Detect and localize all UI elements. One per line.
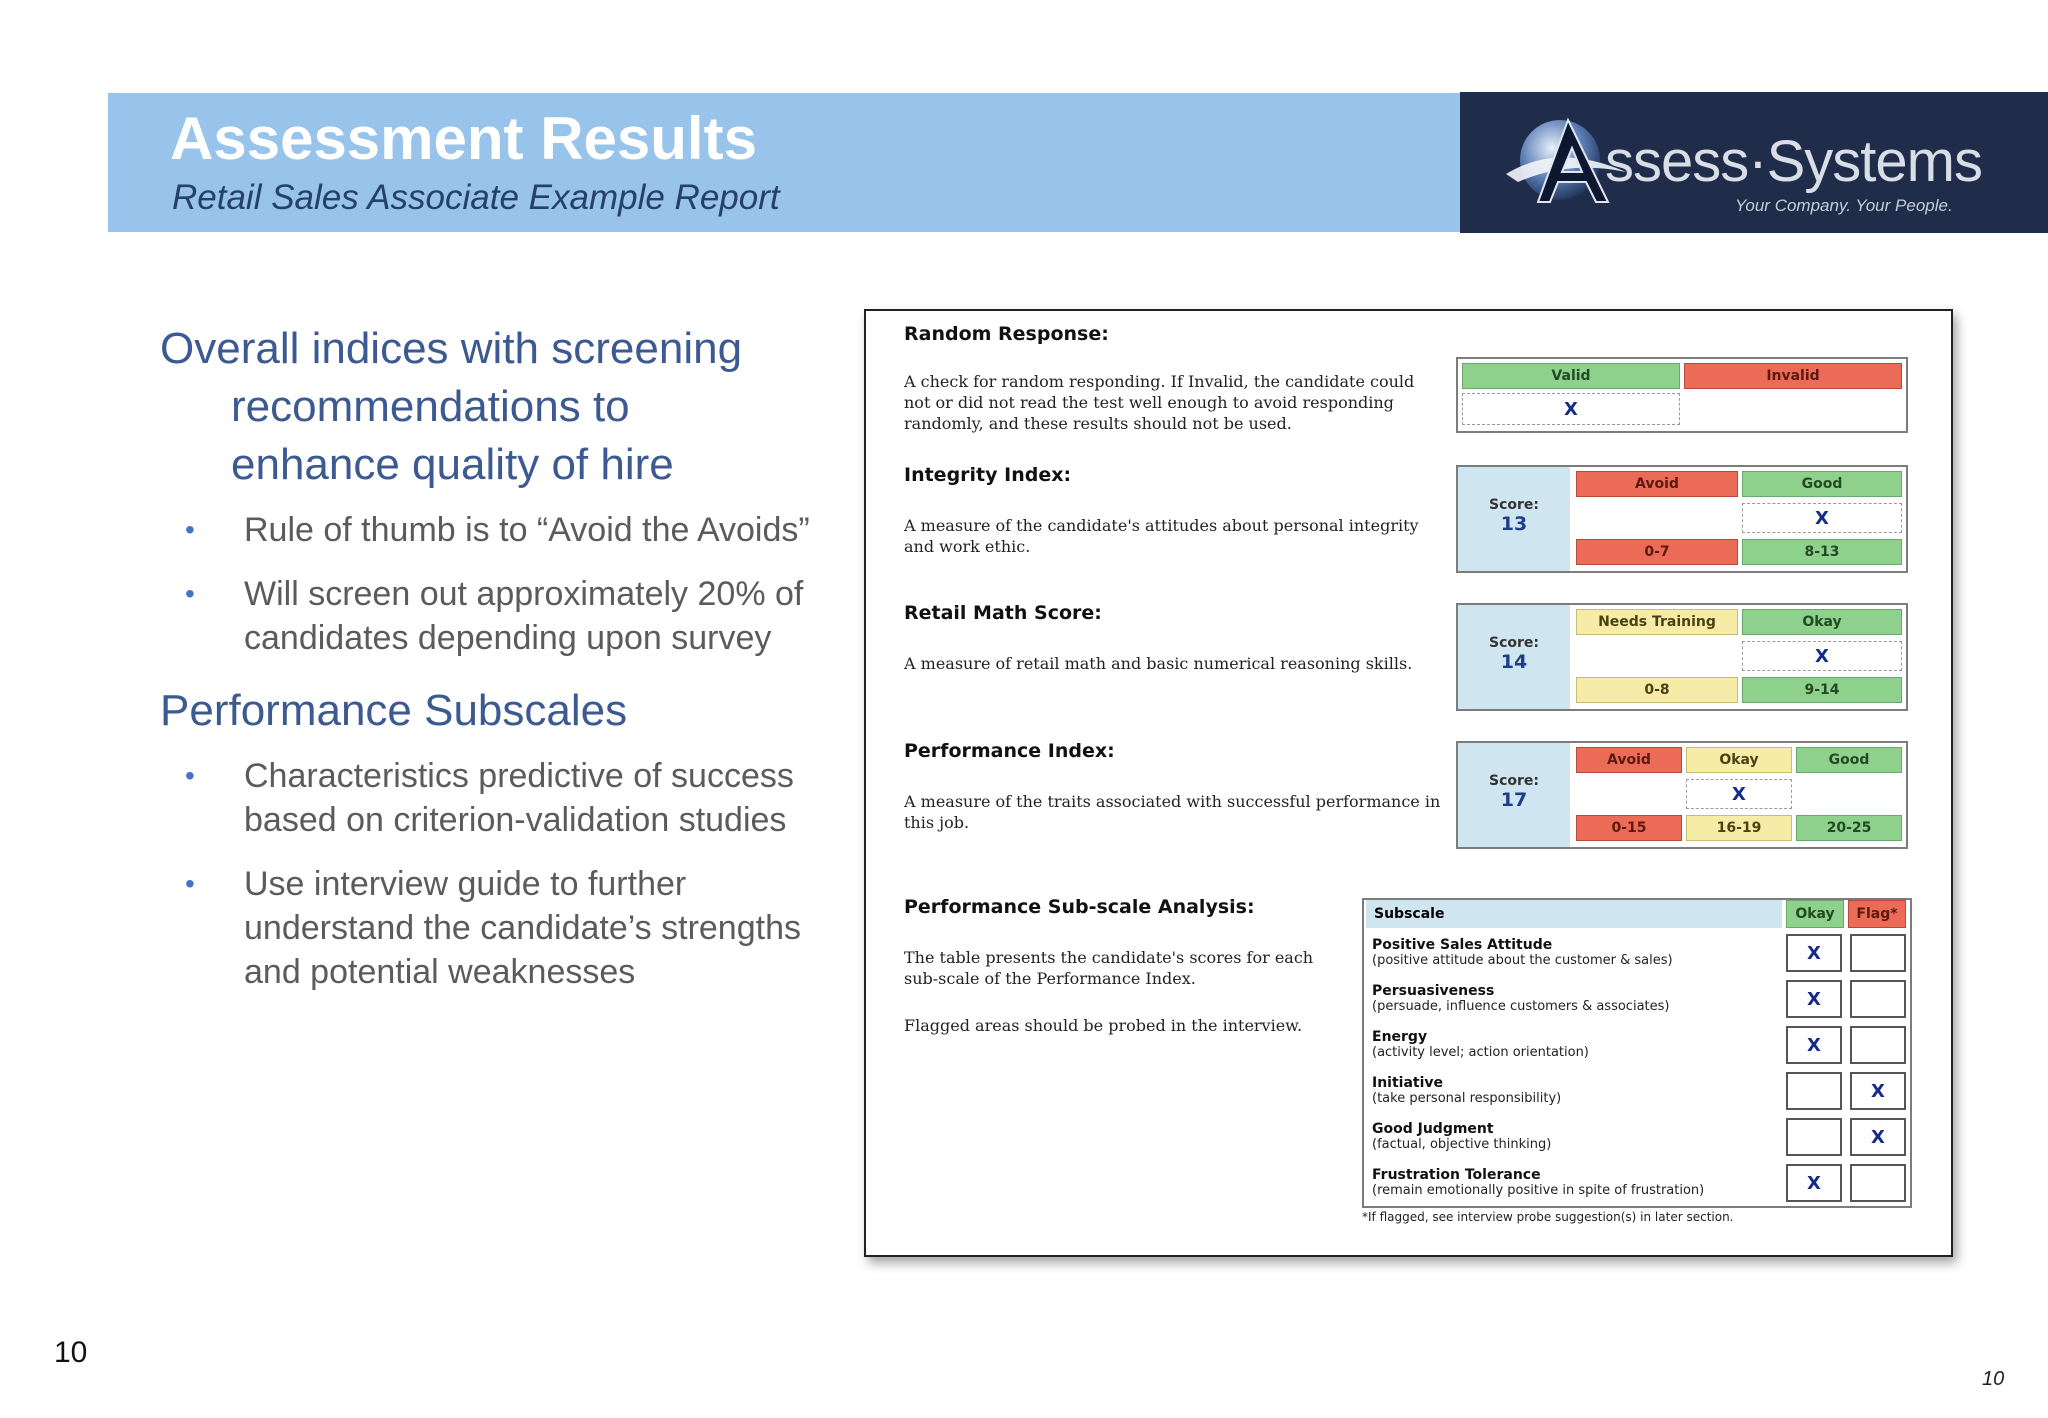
bullet-dot-icon: • bbox=[185, 514, 195, 545]
performance-title: Performance Index: bbox=[904, 740, 1115, 762]
integrity-score: Score: 13 bbox=[1458, 467, 1570, 571]
subscales-heading: Performance Subscales bbox=[160, 686, 628, 735]
math-range-needs-training: 0-8 bbox=[1576, 677, 1738, 703]
okay-cell: X bbox=[1786, 1026, 1842, 1064]
math-title: Retail Math Score: bbox=[904, 602, 1102, 624]
math-box bbox=[1456, 603, 1908, 711]
performance-cat-good: Good bbox=[1796, 747, 1902, 773]
performance-mark-cell: X bbox=[1686, 779, 1792, 809]
page-subtitle: Retail Sales Associate Example Report bbox=[172, 178, 780, 217]
performance-range-avoid: 0-15 bbox=[1576, 815, 1682, 841]
page-number-footer: 10 bbox=[1982, 1368, 2005, 1390]
page-title: Assessment Results bbox=[170, 105, 757, 172]
math-cat-okay: Okay bbox=[1742, 609, 1902, 635]
integrity-range-good: 8-13 bbox=[1742, 539, 1902, 565]
valid-label: Valid bbox=[1462, 363, 1680, 389]
flag-cell bbox=[1850, 1026, 1906, 1064]
bullet-item: • Will screen out approximately 20% of candidates depending upon survey bbox=[160, 572, 810, 660]
subscale-desc-flagged: Flagged areas should be probed in the interview. bbox=[904, 1016, 1303, 1035]
flag-cell bbox=[1850, 980, 1906, 1018]
performance-box bbox=[1456, 741, 1908, 849]
random-response-box bbox=[1456, 357, 1908, 433]
okay-cell bbox=[1786, 1072, 1842, 1110]
integrity-desc: A measure of the candidate's attitudes about personal integrity and work ethic. bbox=[904, 516, 1419, 556]
performance-cat-avoid: Avoid bbox=[1576, 747, 1682, 773]
integrity-mark-cell: X bbox=[1742, 503, 1902, 533]
okay-cell bbox=[1786, 1118, 1842, 1156]
invalid-label: Invalid bbox=[1684, 363, 1902, 389]
page-number: 10 bbox=[54, 1336, 88, 1369]
math-mark-cell: X bbox=[1742, 641, 1902, 671]
left-column bbox=[160, 320, 810, 1014]
integrity-title: Integrity Index: bbox=[904, 464, 1072, 486]
okay-col-header: Okay bbox=[1786, 900, 1844, 928]
math-cat-needs-training: Needs Training bbox=[1576, 609, 1738, 635]
check-mark: X bbox=[1564, 398, 1578, 420]
flag-cell bbox=[1850, 934, 1906, 972]
bullet-list-2 bbox=[160, 754, 810, 994]
bullet-item: • Rule of thumb is to “Avoid the Avoids” bbox=[160, 508, 810, 552]
integrity-range-avoid: 0-7 bbox=[1576, 539, 1738, 565]
subscale-footnote: *If flagged, see interview probe suggestion(s) in later section. bbox=[1362, 1210, 1734, 1224]
subscale-title: Performance Sub-scale Analysis: bbox=[904, 896, 1255, 918]
okay-cell: X bbox=[1786, 980, 1842, 1018]
main-heading: Overall indices with screening recommendations to enhance quality of hire bbox=[160, 324, 743, 489]
performance-score: Score: 17 bbox=[1458, 743, 1570, 847]
report-panel bbox=[864, 309, 1953, 1257]
random-response-title: Random Response: bbox=[904, 323, 1109, 345]
bullet-list-1 bbox=[160, 508, 810, 660]
flag-cell: X bbox=[1850, 1072, 1906, 1110]
bullet-item: • Characteristics predictive of success based on criterion-validation studies bbox=[160, 754, 810, 842]
flag-col-header: Flag* bbox=[1848, 900, 1906, 928]
performance-desc: A measure of the traits associated with successful performance in this job. bbox=[904, 792, 1441, 832]
performance-range-good: 20-25 bbox=[1796, 815, 1902, 841]
performance-cat-okay: Okay bbox=[1686, 747, 1792, 773]
subscale-col-header: Subscale bbox=[1366, 900, 1782, 928]
subscale-desc: The table presents the candidate's scores for each sub-scale of the Performance Index. bbox=[904, 948, 1314, 988]
bullet-dot-icon: • bbox=[185, 760, 195, 791]
logo-wordmark: ssess·Systems bbox=[1605, 129, 1982, 194]
okay-cell: X bbox=[1786, 1164, 1842, 1202]
bullet-dot-icon: • bbox=[185, 578, 195, 609]
flag-cell bbox=[1850, 1164, 1906, 1202]
okay-cell: X bbox=[1786, 934, 1842, 972]
integrity-box bbox=[1456, 465, 1908, 573]
math-desc: A measure of retail math and basic numerical reasoning skills. bbox=[904, 654, 1413, 673]
random-response-desc: A check for random responding. If Invalid, the candidate could not or did not read the test well enough to avoid responding randomly, and these results should not be used. bbox=[904, 372, 1415, 433]
company-logo bbox=[1460, 92, 2048, 233]
subscale-table: Subscale Okay Flag* Positive Sales Attitude (positive attitude about the customer & sales) X Persuasiveness (persuade, influence customers & associates) X Energy (activity level; action orientation) X Initiative (take personal responsibility) X Good Judgment (factual, objective thinking) X Frustration Tolerance (remain emotionally positive in spite of frustration) X bbox=[1362, 898, 1912, 1208]
performance-range-okay: 16-19 bbox=[1686, 815, 1792, 841]
valid-mark-cell bbox=[1462, 393, 1680, 425]
math-score: Score: 14 bbox=[1458, 605, 1570, 709]
bullet-item: • Use interview guide to further understand the candidate’s strengths and potential weaknesses bbox=[160, 862, 810, 994]
integrity-cat-avoid: Avoid bbox=[1576, 471, 1738, 497]
logo-tagline: Your Company. Your People. bbox=[1735, 196, 1953, 215]
math-range-okay: 9-14 bbox=[1742, 677, 1902, 703]
bullet-dot-icon: • bbox=[185, 868, 195, 899]
flag-cell: X bbox=[1850, 1118, 1906, 1156]
integrity-cat-good: Good bbox=[1742, 471, 1902, 497]
